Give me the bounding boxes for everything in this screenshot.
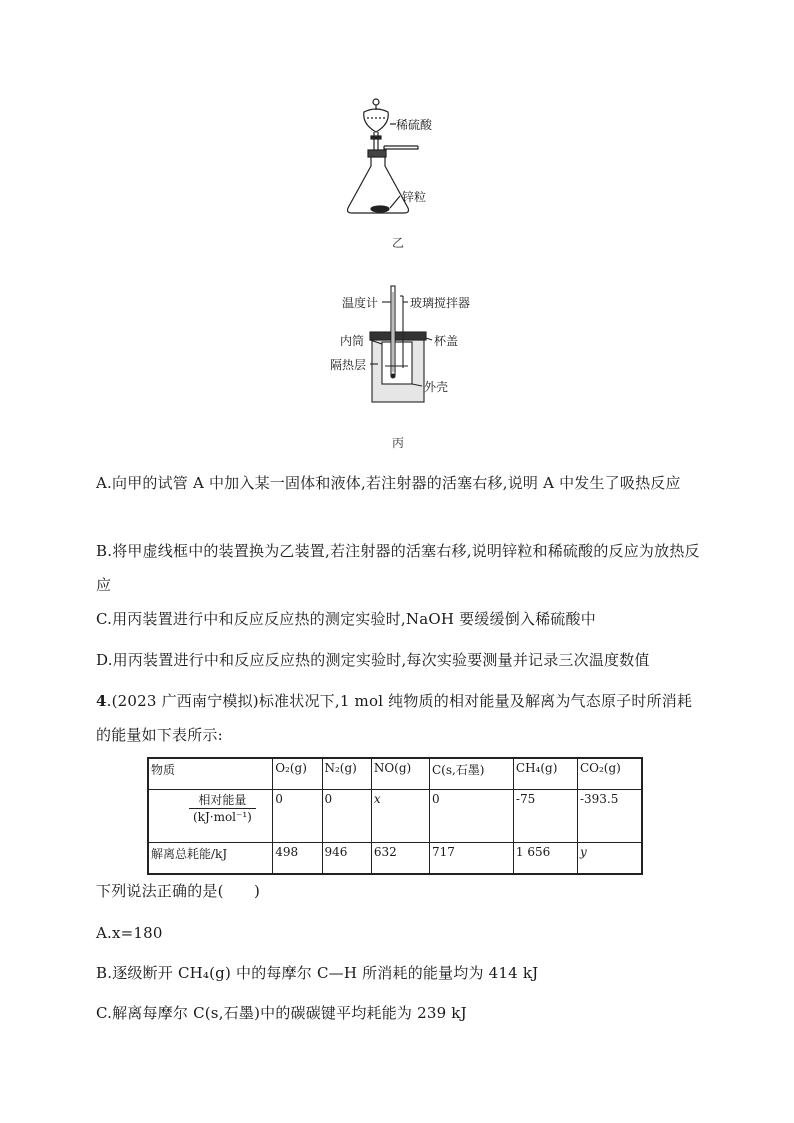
caption-yi: 乙 [392,236,405,250]
table-cell: 946 [322,843,371,875]
label-zinc-granules: 锌粒 [402,190,427,204]
figure-yi [340,94,470,219]
table-header-cell: CO₂(g) [577,758,642,790]
q4-option-b: B.逐级断开 CH₄(g) 中的每摩尔 C—H 所消耗的能量均为 414 kJ [96,964,539,982]
label-glass-stirrer: 玻璃搅拌器 [410,296,471,310]
dissociation-label: 解离总耗能/kJ [148,843,273,875]
table-header-cell: N₂(g) [322,758,371,790]
table-cell: 717 [429,843,513,875]
q4-number: 4 [96,692,107,710]
q3-option-d: D.用丙装置进行中和反应反应热的测定实验时,每次实验要测量并记录三次温度数值 [96,651,650,669]
q4-option-a: A.x=180 [96,924,163,942]
label-outer-shell: 外壳 [424,380,449,394]
q4-prompt: 下列说法正确的是( ) [96,882,261,900]
q3-option-a: A.向甲的试管 A 中加入某一固体和液体,若注射器的活塞右移,说明 A 中发生了吸热反应 [96,474,681,492]
relative-energy-fraction [151,792,256,825]
table-row-dissociation-energy [148,843,642,875]
table-header-cell: O₂(g) [273,758,322,790]
table-cell: 632 [371,843,429,875]
q4-stem [96,684,706,752]
relative-energy-numerator: 相对能量 [189,792,256,809]
q3-option-c: C.用丙装置进行中和反应反应热的测定实验时,NaOH 要缓缓倒入稀硫酸中 [96,610,596,628]
figure-bing [330,282,500,407]
relative-energy-unit: (kJ·mol⁻¹) [193,810,252,824]
label-lid: 杯盖 [434,334,459,348]
table-cell-x: x [371,790,429,843]
q3-option-b: B.将甲虚线框中的装置换为乙装置,若注射器的活塞右移,说明锌粒和稀硫酸的反应为放热反应 [96,542,700,594]
table-cell: -75 [513,790,577,843]
label-inner-cup: 内筒 [340,334,365,348]
q4-stem-text: .(2023 广西南宁模拟)标准状况下,1 mol 纯物质的相对能量及解离为气态原子时所消耗的能量如下表所示: [96,692,693,744]
caption-bing: 丙 [392,436,405,450]
table-cell: 1 656 [513,843,577,875]
table-header-cell: CH₄(g) [513,758,577,790]
table-cell: 0 [322,790,371,843]
table-header-cell: C(s,石墨) [429,758,513,790]
label-insulation-layer: 隔热层 [330,358,367,372]
energy-table [147,757,643,875]
table-cell: -393.5 [577,790,642,843]
table-cell: 0 [273,790,322,843]
table-header-cell: NO(g) [371,758,429,790]
table-row-relative-energy [148,790,642,843]
table-cell-y: y [577,843,642,875]
q4-option-c: C.解离每摩尔 C(s,石墨)中的碳碳键平均耗能为 239 kJ [96,1004,467,1022]
table-cell: 0 [429,790,513,843]
table-header-cell: 物质 [148,758,273,790]
table-cell: 498 [273,843,322,875]
relative-energy-label [148,790,273,843]
label-dilute-sulfuric-acid: 稀硫酸 [396,118,433,132]
label-thermometer: 温度计 [342,296,379,310]
table-header-row [148,758,642,790]
